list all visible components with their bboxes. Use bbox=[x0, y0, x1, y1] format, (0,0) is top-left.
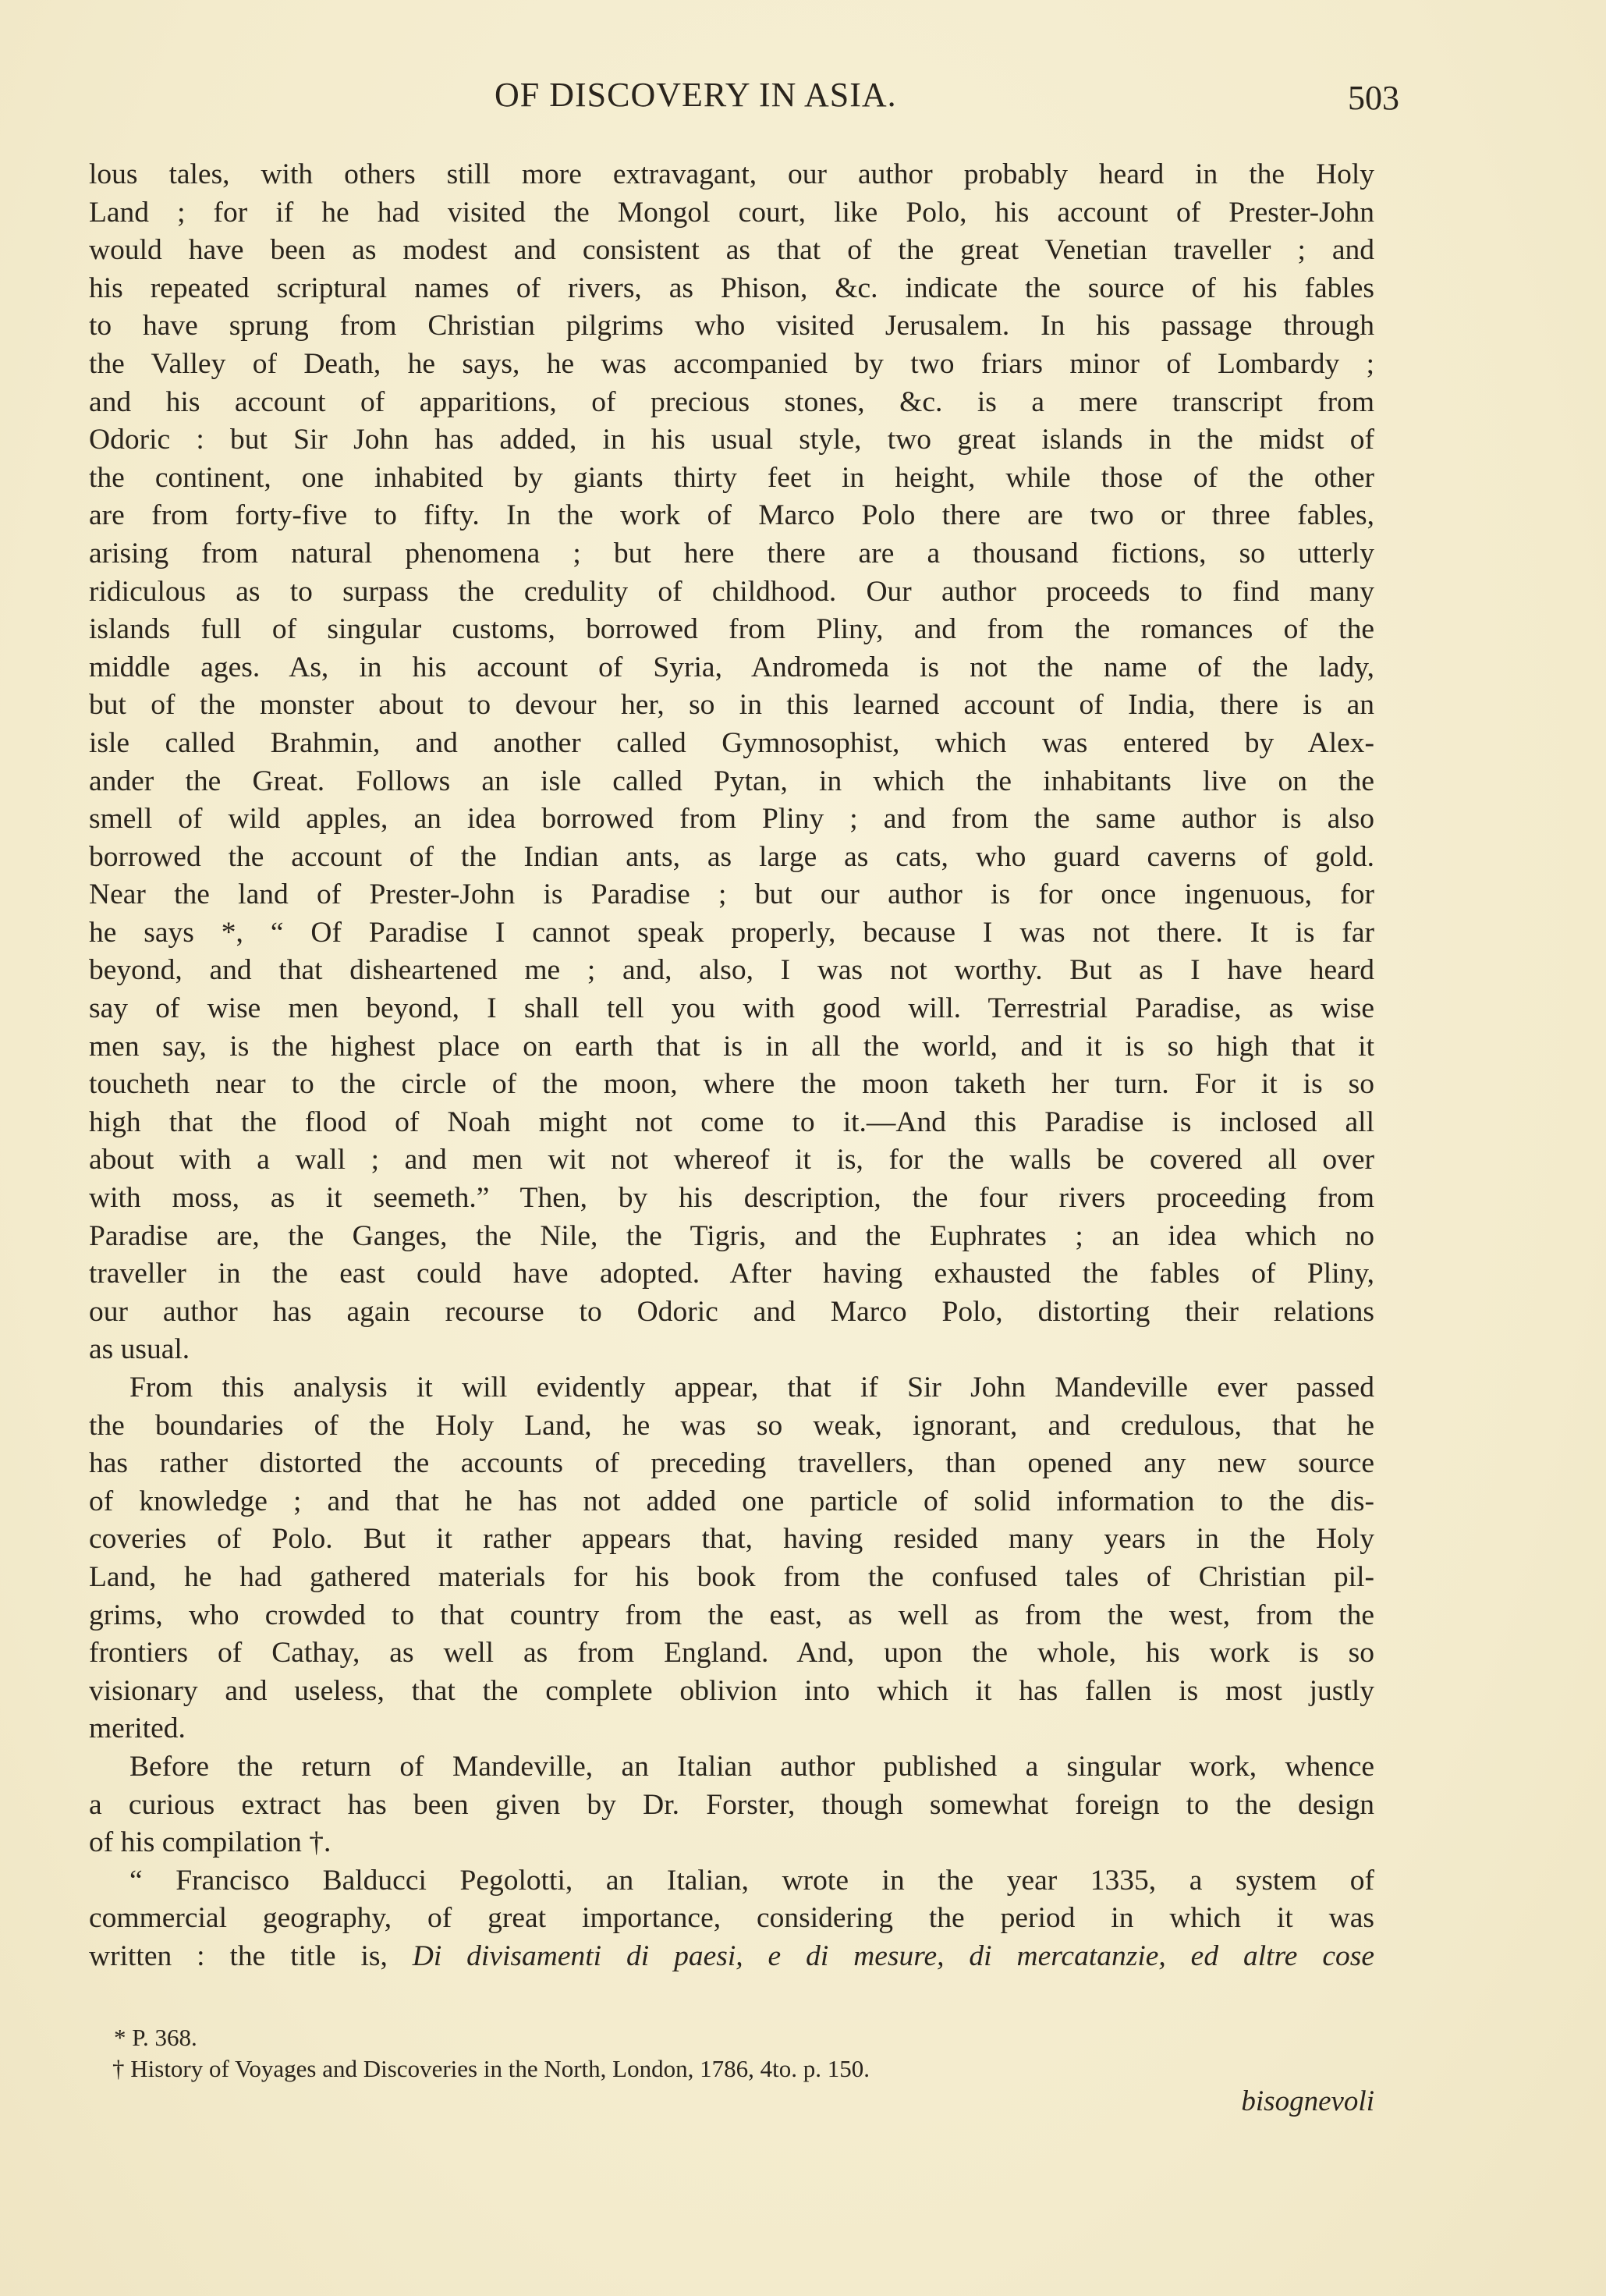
text-line: are from forty-five to fifty. In the work of Marco Polo there are two or three fables, bbox=[89, 499, 1374, 532]
text-line: Paradise are, the Ganges, the Nile, the Tigris, and the Euphrates ; an idea which no bbox=[89, 1219, 1374, 1252]
text-line: but of the monster about to devour her, so in this learned account of India, there is an bbox=[89, 689, 1374, 722]
text-line: say of wise men beyond, I shall tell you with good will. Terrestrial Paradise, as wise bbox=[89, 992, 1374, 1025]
text-line: the boundaries of the Holy Land, he was so weak, ignorant, and credulous, that he bbox=[89, 1409, 1374, 1442]
text-line: to have sprung from Christian pilgrims who visited Jerusalem. In his passage through bbox=[89, 310, 1374, 342]
text-line: of his compilation †. bbox=[89, 1826, 331, 1859]
text-line-roman: written : the title is, bbox=[89, 1939, 413, 1972]
text-line: From this analysis it will evidently appear, that if Sir John Mandeville ever passed bbox=[129, 1372, 1374, 1404]
text-line: ridiculous as to surpass the credulity of childhood. Our author proceeds to find many bbox=[89, 575, 1374, 608]
text-line: and his account of apparitions, of precious stones, &c. is a mere transcript from bbox=[89, 385, 1374, 418]
text-line: about with a wall ; and men wit not whereof it is, for the walls be covered all over bbox=[89, 1144, 1374, 1176]
text-line: “ Francisco Balducci Pegolotti, an Italian, wrote in the year 1335, a system of bbox=[129, 1864, 1374, 1897]
running-head: OF DISCOVERY IN ASIA. bbox=[495, 76, 897, 114]
catchword: bisognevoli bbox=[1241, 2085, 1374, 2117]
text-line: visionary and useless, that the complete oblivion into which it has fallen is most justly bbox=[89, 1674, 1374, 1707]
text-line: his repeated scriptural names of rivers, as Phison, &c. indicate the source of his fables bbox=[89, 271, 1374, 304]
text-line: he says *, “ Of Paradise I cannot speak properly, because I was not there. It is far bbox=[89, 916, 1374, 949]
text-line: ander the Great. Follows an isle called Pytan, in which the inhabitants live on the bbox=[89, 765, 1374, 797]
text-line: Odoric : but Sir John has added, in his usual style, two great islands in the midst of bbox=[89, 424, 1374, 456]
text-line: a curious extract has been given by Dr. Forster, though somewhat foreign to the design bbox=[89, 1788, 1374, 1821]
text-line: commercial geography, of great importance, considering the period in which it was bbox=[89, 1902, 1374, 1935]
text-line: isle called Brahmin, and another called Gymnosophist, which was entered by Alex- bbox=[89, 726, 1374, 759]
text-line: Land, he had gathered materials for his book from the confused tales of Christian pil- bbox=[89, 1560, 1374, 1593]
text-line: borrowed the account of the Indian ants, as large as cats, who guard caverns of gold. bbox=[89, 840, 1374, 873]
text-line: toucheth near to the circle of the moon, where the moon taketh her turn. For it is so bbox=[89, 1068, 1374, 1101]
body-text bbox=[89, 156, 1374, 1976]
text-line: as usual. bbox=[89, 1333, 190, 1366]
text-line: grims, who crowded to that country from the east, as well as from the west, from the bbox=[89, 1599, 1374, 1631]
text-line: islands full of singular customs, borrowed from Pliny, and from the romances of the bbox=[89, 613, 1374, 646]
footnote: † History of Voyages and Discoveries in the North, London, 1786, 4to. p. 150. bbox=[112, 2055, 870, 2082]
text-line bbox=[89, 1938, 1374, 1976]
text-line: Before the return of Mandeville, an Italian author published a singular work, whence bbox=[129, 1750, 1374, 1783]
text-line: high that the flood of Noah might not come to it.—And this Paradise is inclosed all bbox=[89, 1105, 1374, 1138]
italic-title: Di divisamenti di paesi, e di mesure, di mercatanzie, ed altre cose bbox=[412, 1939, 1374, 1972]
text-line: merited. bbox=[89, 1712, 186, 1745]
text-line: arising from natural phenomena ; but here there are a thousand fictions, so utterly bbox=[89, 537, 1374, 570]
page-header bbox=[89, 75, 1399, 122]
text-line: men say, is the highest place on earth that is in all the world, and it is so high that it bbox=[89, 1030, 1374, 1063]
text-line: the Valley of Death, he says, he was accompanied by two friars minor of Lombardy ; bbox=[89, 347, 1374, 380]
text-line: frontiers of Cathay, as well as from England. And, upon the whole, his work is so bbox=[89, 1637, 1374, 1670]
text-line: the continent, one inhabited by giants thirty feet in height, while those of the other bbox=[89, 461, 1374, 494]
text-line: middle ages. As, in his account of Syria, Andromeda is not the name of the lady, bbox=[89, 651, 1374, 683]
text-line: of knowledge ; and that he has not added one particle of solid information to the dis- bbox=[89, 1485, 1374, 1517]
text-line: traveller in the east could have adopted. After having exhausted the fables of Pliny, bbox=[89, 1258, 1374, 1290]
text-line: beyond, and that disheartened me ; and, also, I was not worthy. But as I have heard bbox=[89, 954, 1374, 987]
text-line: would have been as modest and consistent as that of the great Venetian traveller ; and bbox=[89, 234, 1374, 267]
text-line: our author has again recourse to Odoric and Marco Polo, distorting their relations bbox=[89, 1295, 1374, 1328]
text-line: Near the land of Prester-John is Paradise ; but our author is for once ingenuous, for bbox=[89, 878, 1374, 911]
text-line: lous tales, with others still more extravagant, our author probably heard in the Holy bbox=[89, 158, 1374, 190]
page-number: 503 bbox=[1348, 79, 1399, 117]
footnote: * P. 368. bbox=[114, 2024, 197, 2051]
text-line: coveries of Polo. But it rather appears that, having resided many years in the Holy bbox=[89, 1523, 1374, 1556]
text-line: has rather distorted the accounts of preceding travellers, than opened any new source bbox=[89, 1447, 1374, 1480]
footnotes bbox=[89, 2022, 1374, 2085]
text-line: Land ; for if he had visited the Mongol court, like Polo, his account of Prester-John bbox=[89, 196, 1374, 229]
text-line: with moss, as it seemeth.” Then, by his description, the four rivers proceeding from bbox=[89, 1182, 1374, 1215]
text-line: smell of wild apples, an idea borrowed from Pliny ; and from the same author is also bbox=[89, 803, 1374, 836]
